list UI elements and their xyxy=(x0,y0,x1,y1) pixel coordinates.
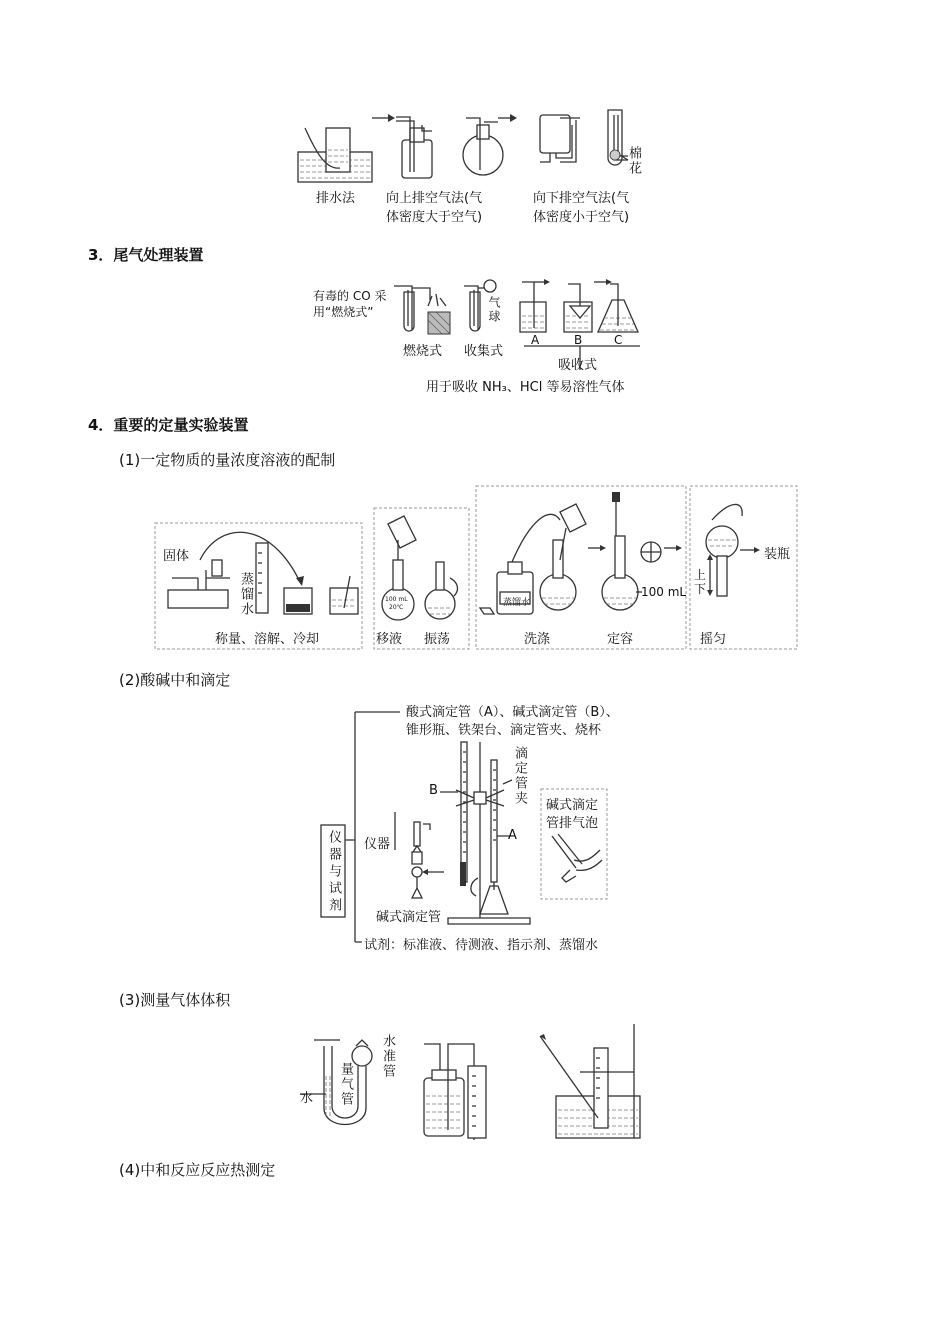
label-burn: 燃烧式 xyxy=(403,344,443,359)
label-shake: 振荡 xyxy=(424,632,451,647)
label-downward-line2: 体密度小于空气) xyxy=(533,210,630,225)
instrument-list-line2: 锥形瓶、铁架台、滴定管夹、烧杯 xyxy=(406,723,602,738)
label-instrument: 仪器 xyxy=(364,837,391,852)
section-3-heading: 3．尾气处理装置 xyxy=(88,246,204,264)
label-flask-mark-2: 20℃ xyxy=(389,604,404,611)
label-distilled-water: 蒸馏水 xyxy=(238,572,253,617)
label-mix: 摇匀 xyxy=(700,632,727,647)
label-solid: 固体 xyxy=(163,549,190,564)
label-absorb: 吸收式 xyxy=(558,358,598,373)
label-up: 上 xyxy=(694,568,707,582)
label-flask-mark-1: 100 mL xyxy=(385,596,408,603)
label-volume: 定容 xyxy=(607,632,634,647)
label-bubble-line1: 碱式滴定 xyxy=(546,798,599,813)
label-balloon: 气球 xyxy=(487,296,501,324)
label-downward-line1: 向下排空气法(气 xyxy=(533,191,630,206)
label-bottling: 装瓶 xyxy=(764,547,791,562)
instrument-list-line1: 酸式滴定管（A）、碱式滴定管（B）、 xyxy=(406,705,619,720)
label-upward-line1: 向上排空气法(气 xyxy=(386,191,483,206)
label-wash: 洗涤 xyxy=(524,632,551,647)
label-category: 仪器与试剂 xyxy=(326,830,341,915)
label-100ml: 100 mL xyxy=(641,585,687,599)
label-water: 水 xyxy=(300,1091,314,1106)
co-note-line2: 用“燃烧式” xyxy=(313,305,374,319)
co-note-line1: 有毒的 CO 采 xyxy=(313,289,387,303)
label-collect: 收集式 xyxy=(464,344,504,359)
section-4-heading: 4．重要的定量实验装置 xyxy=(88,416,249,434)
subsection-3-title: (3)测量气体体积 xyxy=(119,991,231,1009)
label-transfer: 移液 xyxy=(376,632,403,647)
label-bottle: 蒸馏水 xyxy=(503,598,531,608)
subsection-2-title: (2)酸碱中和滴定 xyxy=(119,671,231,689)
subsection-4-title: (4)中和反应反应热测定 xyxy=(119,1161,276,1179)
label-reagent: 试剂：标准液、待测液、指示剂、蒸馏水 xyxy=(364,938,599,953)
label-bubble-line2: 管排气泡 xyxy=(546,816,599,831)
label-level-tube: 水准管 xyxy=(380,1034,395,1079)
label-weigh: 称量、溶解、冷却 xyxy=(215,632,320,647)
label-base-burette: 碱式滴定管 xyxy=(376,910,442,925)
label-c: C xyxy=(614,333,623,347)
label-absorb-note: 用于吸收 NH₃、HCl 等易溶性气体 xyxy=(426,380,625,395)
label-b: B xyxy=(429,783,438,798)
label-upward-line2: 体密度大于空气) xyxy=(386,210,483,225)
label-cotton: 棉花 xyxy=(626,146,641,176)
label-b: B xyxy=(574,333,583,347)
label-clamp: 滴定管夹 xyxy=(512,746,527,806)
label-a: A xyxy=(531,333,540,347)
label-a: A xyxy=(508,828,517,843)
subsection-1-title: (1)一定物质的量浓度溶液的配制 xyxy=(119,451,336,469)
label-gas-tube: 量气管 xyxy=(338,1062,353,1107)
label-water-method: 排水法 xyxy=(316,191,356,206)
label-down: 下 xyxy=(694,582,707,596)
